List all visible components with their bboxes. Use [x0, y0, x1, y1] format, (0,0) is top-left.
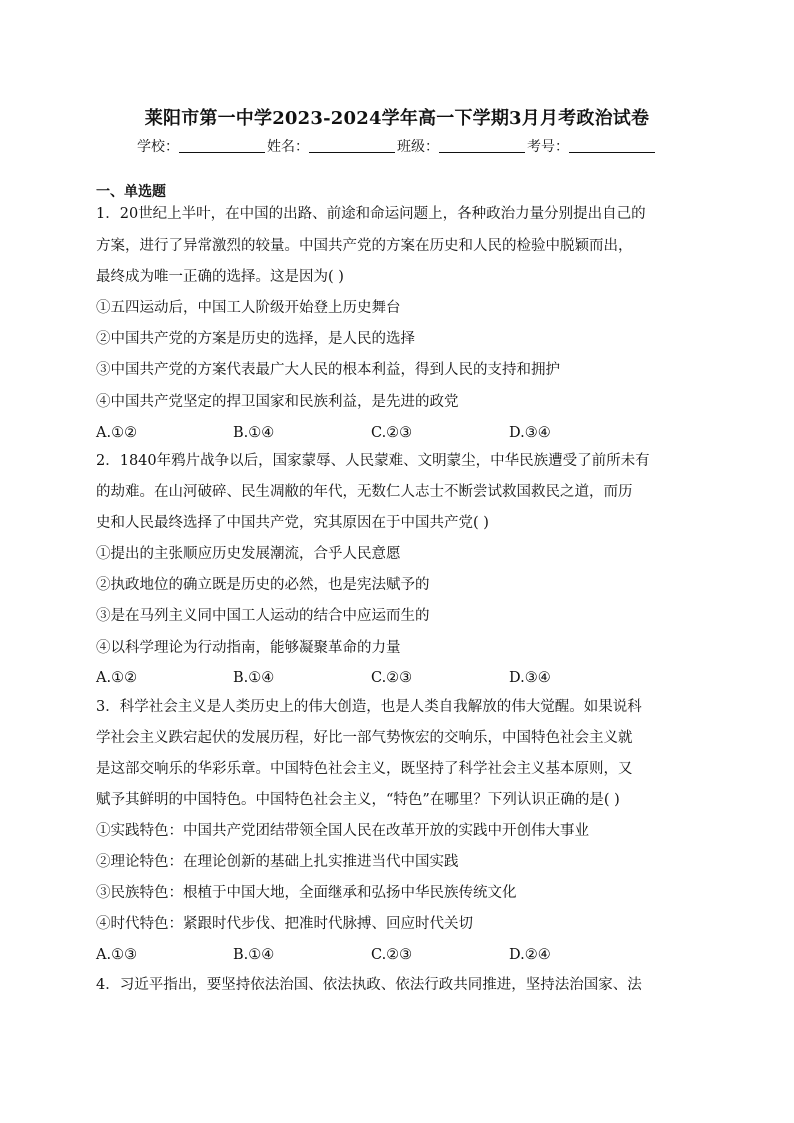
question-3-option-c[interactable]: C.②③ [371, 947, 413, 963]
question-2-stem-line-3: 史和人民最终选择了中国共产党，究其原因在于中国共产党( ) [96, 515, 489, 531]
name-blank[interactable] [309, 138, 395, 153]
question-1-option-d[interactable]: D.③④ [509, 425, 551, 441]
question-1-statement-1: ①五四运动后，中国工人阶级开始登上历史舞台 [96, 300, 401, 316]
school-label: 学校： [137, 139, 179, 155]
question-1-option-c[interactable]: C.②③ [371, 425, 413, 441]
question-2-option-a[interactable]: A.①② [96, 670, 138, 686]
question-1-statement-2: ②中国共产党的方案是历史的选择，是人民的选择 [96, 331, 415, 347]
name-label: 姓名： [267, 139, 309, 155]
question-2-stem-line-2: 的劫难。在山河破碎、民生凋敝的年代，无数仁人志士不断尝试救国救民之道，而历 [96, 484, 633, 500]
question-3-stem-line-3: 是这部交响乐的华彩乐章。中国特色社会主义，既坚持了科学社会主义基本原则，又 [96, 761, 633, 777]
question-3-statement-4: ④时代特色：紧跟时代步伐、把准时代脉搏、回应时代关切 [96, 916, 473, 932]
question-4-stem-line-1: 4．习近平指出，要坚持依法治国、依法执政、依法行政共同推进，坚持法治国家、法 [96, 977, 642, 993]
school-blank[interactable] [179, 138, 265, 153]
exam-title: 莱阳市第一中学2023-2024学年高一下学期3月月考政治试卷 [144, 108, 650, 129]
question-3-option-d[interactable]: D.②④ [509, 947, 551, 963]
question-3-statement-1: ①实践特色：中国共产党团结带领全国人民在改革开放的实践中开创伟大事业 [96, 823, 589, 839]
question-3-option-a[interactable]: A.①③ [96, 947, 138, 963]
question-2-option-b[interactable]: B.①④ [233, 670, 275, 686]
class-label: 班级： [397, 139, 439, 155]
question-2-statement-2: ②执政地位的确立既是历史的必然，也是宪法赋予的 [96, 577, 430, 593]
question-1-statement-3: ③中国共产党的方案代表最广大人民的根本利益，得到人民的支持和拥护 [96, 362, 560, 378]
class-blank[interactable] [439, 138, 525, 153]
question-3-stem-line-2: 学社会主义跌宕起伏的发展历程，好比一部气势恢宏的交响乐，中国特色社会主义就 [96, 730, 633, 746]
question-3-statement-3: ③民族特色：根植于中国大地，全面继承和弘扬中华民族传统文化 [96, 885, 517, 901]
question-2-statement-1: ①提出的主张顺应历史发展潮流，合乎人民意愿 [96, 546, 401, 562]
question-3-statement-2: ②理论特色：在理论创新的基础上扎实推进当代中国实践 [96, 854, 459, 870]
question-1-stem-line-3: 最终成为唯一正确的选择。这是因为( ) [96, 269, 344, 285]
question-1-statement-4: ④中国共产党坚定的捍卫国家和民族利益，是先进的政党 [96, 394, 459, 410]
question-1-stem-line-2: 方案，进行了异常激烈的较量。中国共产党的方案在历史和人民的检验中脱颖而出， [96, 238, 633, 254]
question-2-statement-4: ④以科学理论为行动指南，能够凝聚革命的力量 [96, 640, 401, 656]
question-2-option-d[interactable]: D.③④ [509, 670, 551, 686]
question-3-option-b[interactable]: B.①④ [233, 947, 275, 963]
question-2-stem-line-1: 2．1840年鸦片战争以后，国家蒙辱、人民蒙难、文明蒙尘，中华民族遭受了前所未有 [96, 453, 650, 469]
exam-number-label: 考号： [527, 139, 569, 155]
question-2-option-c[interactable]: C.②③ [371, 670, 413, 686]
question-1-stem-line-1: 1．20世纪上半叶，在中国的出路、前途和命运问题上，各种政治力量分别提出自己的 [96, 206, 646, 222]
question-3-stem-line-1: 3．科学社会主义是人类历史上的伟大创造，也是人类自我解放的伟大觉醒。如果说科 [96, 699, 642, 715]
exam-number-blank[interactable] [569, 138, 655, 153]
student-info-line [0, 136, 794, 156]
question-1-option-b[interactable]: B.①④ [233, 425, 275, 441]
question-3-stem-line-4: 赋予其鲜明的中国特色。中国特色社会主义，“特色”在哪里？下列认识正确的是( ) [96, 792, 620, 808]
question-1-option-a[interactable]: A.①② [96, 425, 138, 441]
section-heading: 一、单选题 [96, 184, 166, 200]
question-2-statement-3: ③是在马列主义同中国工人运动的结合中应运而生的 [96, 608, 430, 624]
